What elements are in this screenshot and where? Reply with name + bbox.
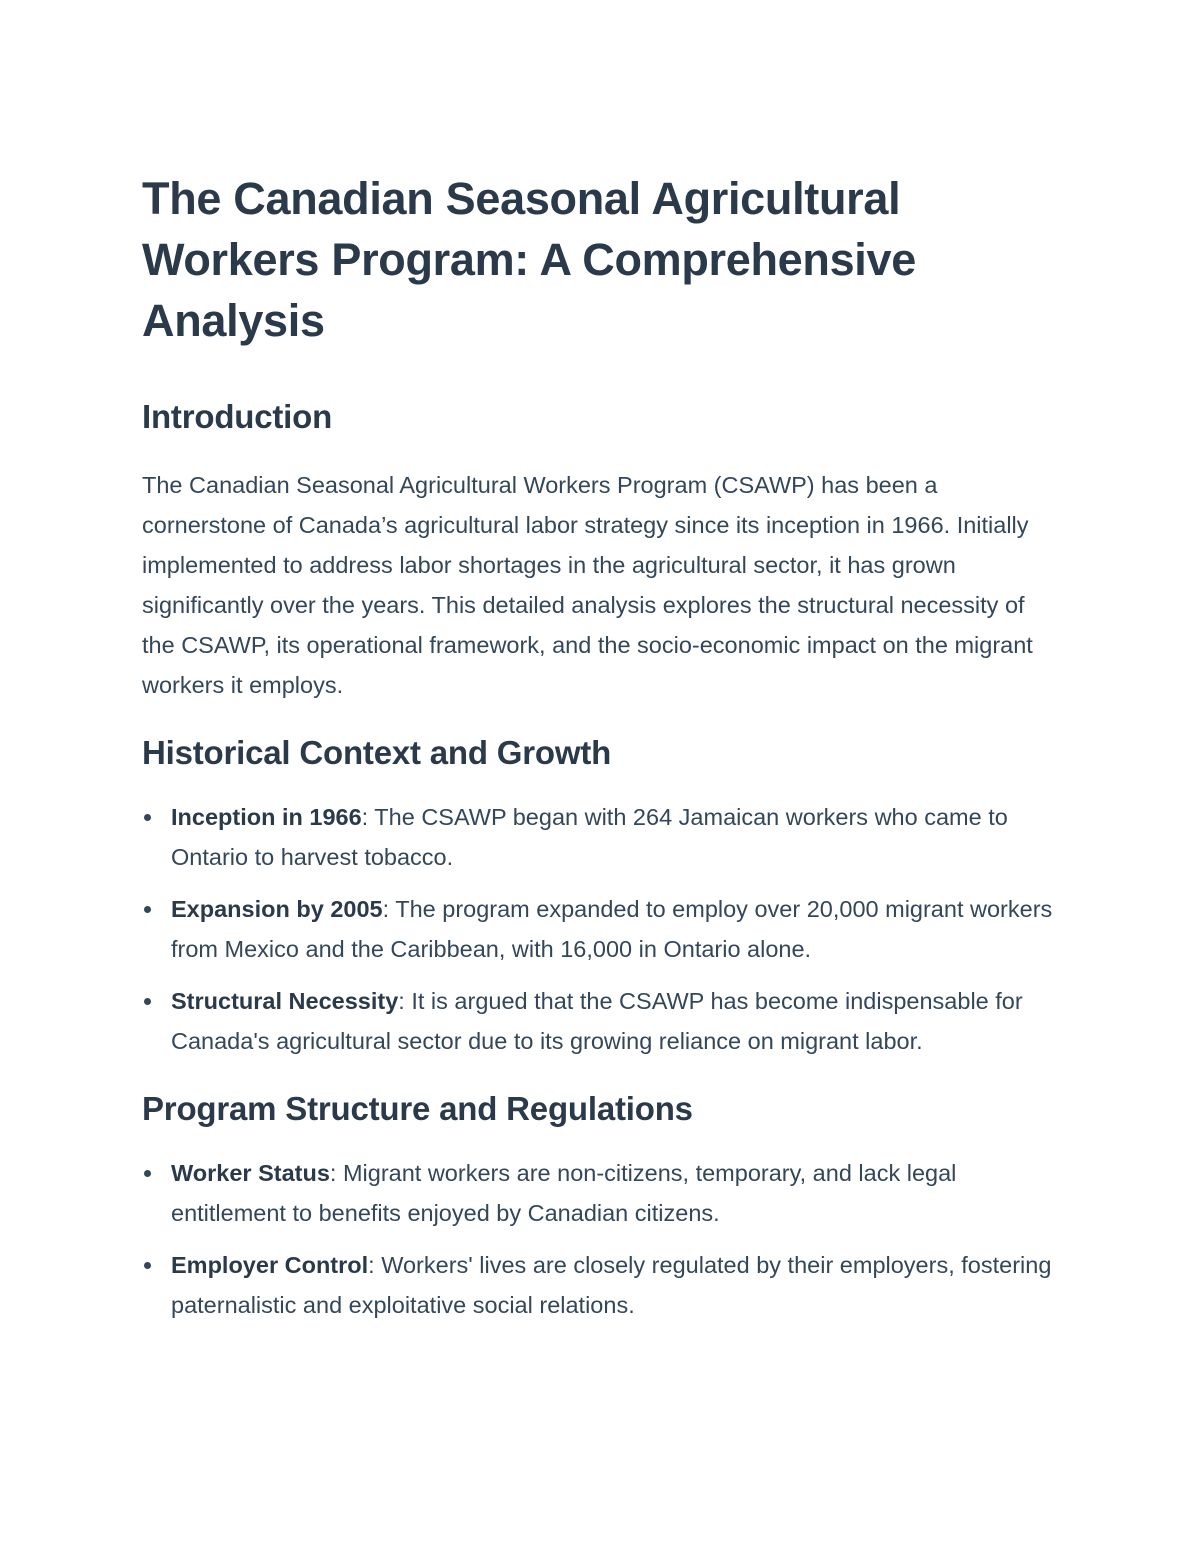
introduction-paragraph: The Canadian Seasonal Agricultural Workers Program (CSAWP) has been a cornerstone of Canada’s agricultural labor strategy since its inception in 1966. Initially implemented to address labor shortages in the agricultural sector, it has grown significantly over the years. This detailed analysis explores the structural necessity of the CSAWP, its operational framework, and the socio-economic impact on the migrant workers it employs.: [142, 472, 1033, 698]
list-item: [142, 1245, 1062, 1325]
list-item-text: : The program expanded to employ over 20,000 migrant workers from Mexico and the Caribbean, with 16,000 in Ontario alone.: [171, 896, 1053, 962]
list-item-text: : Workers' lives are closely regulated by their employers, fostering paternalistic and exploitative social relations.: [171, 1252, 1052, 1318]
program-structure-list: [142, 1153, 1062, 1325]
list-item-term: Inception in 1966: [171, 804, 362, 830]
list-item-term: Structural Necessity: [171, 988, 399, 1014]
bullet-icon: [144, 906, 151, 913]
document-title: The Canadian Seasonal Agricultural Workers Program: A Comprehensive Analysis: [142, 173, 916, 346]
bullet-icon: [144, 1262, 151, 1269]
list-item-text: : It is argued that the CSAWP has become indispensable for Canada's agricultural sector due to its growing reliance on migrant labor.: [171, 988, 1023, 1054]
bullet-icon: [144, 998, 151, 1005]
bullet-icon: [144, 814, 151, 821]
list-item: [142, 797, 1062, 877]
section-heading-historical-context: Historical Context and Growth: [142, 734, 612, 771]
list-item-text: : Migrant workers are non-citizens, temporary, and lack legal entitlement to benefits enjoyed by Canadian citizens.: [171, 1160, 957, 1226]
list-item-text: : The CSAWP began with 264 Jamaican workers who came to Ontario to harvest tobacco.: [171, 804, 1008, 870]
historical-context-list: [142, 797, 1062, 1061]
list-item-term: Worker Status: [171, 1160, 330, 1186]
list-item-term: Employer Control: [171, 1252, 369, 1278]
bullet-icon: [144, 1170, 151, 1177]
list-item: [142, 981, 1062, 1061]
section-heading-program-structure: Program Structure and Regulations: [142, 1090, 693, 1127]
document-page: [142, 168, 1062, 1337]
list-item: [142, 1153, 1062, 1233]
section-heading-introduction: Introduction: [142, 398, 333, 435]
list-item: [142, 889, 1062, 969]
list-item-term: Expansion by 2005: [171, 896, 383, 922]
